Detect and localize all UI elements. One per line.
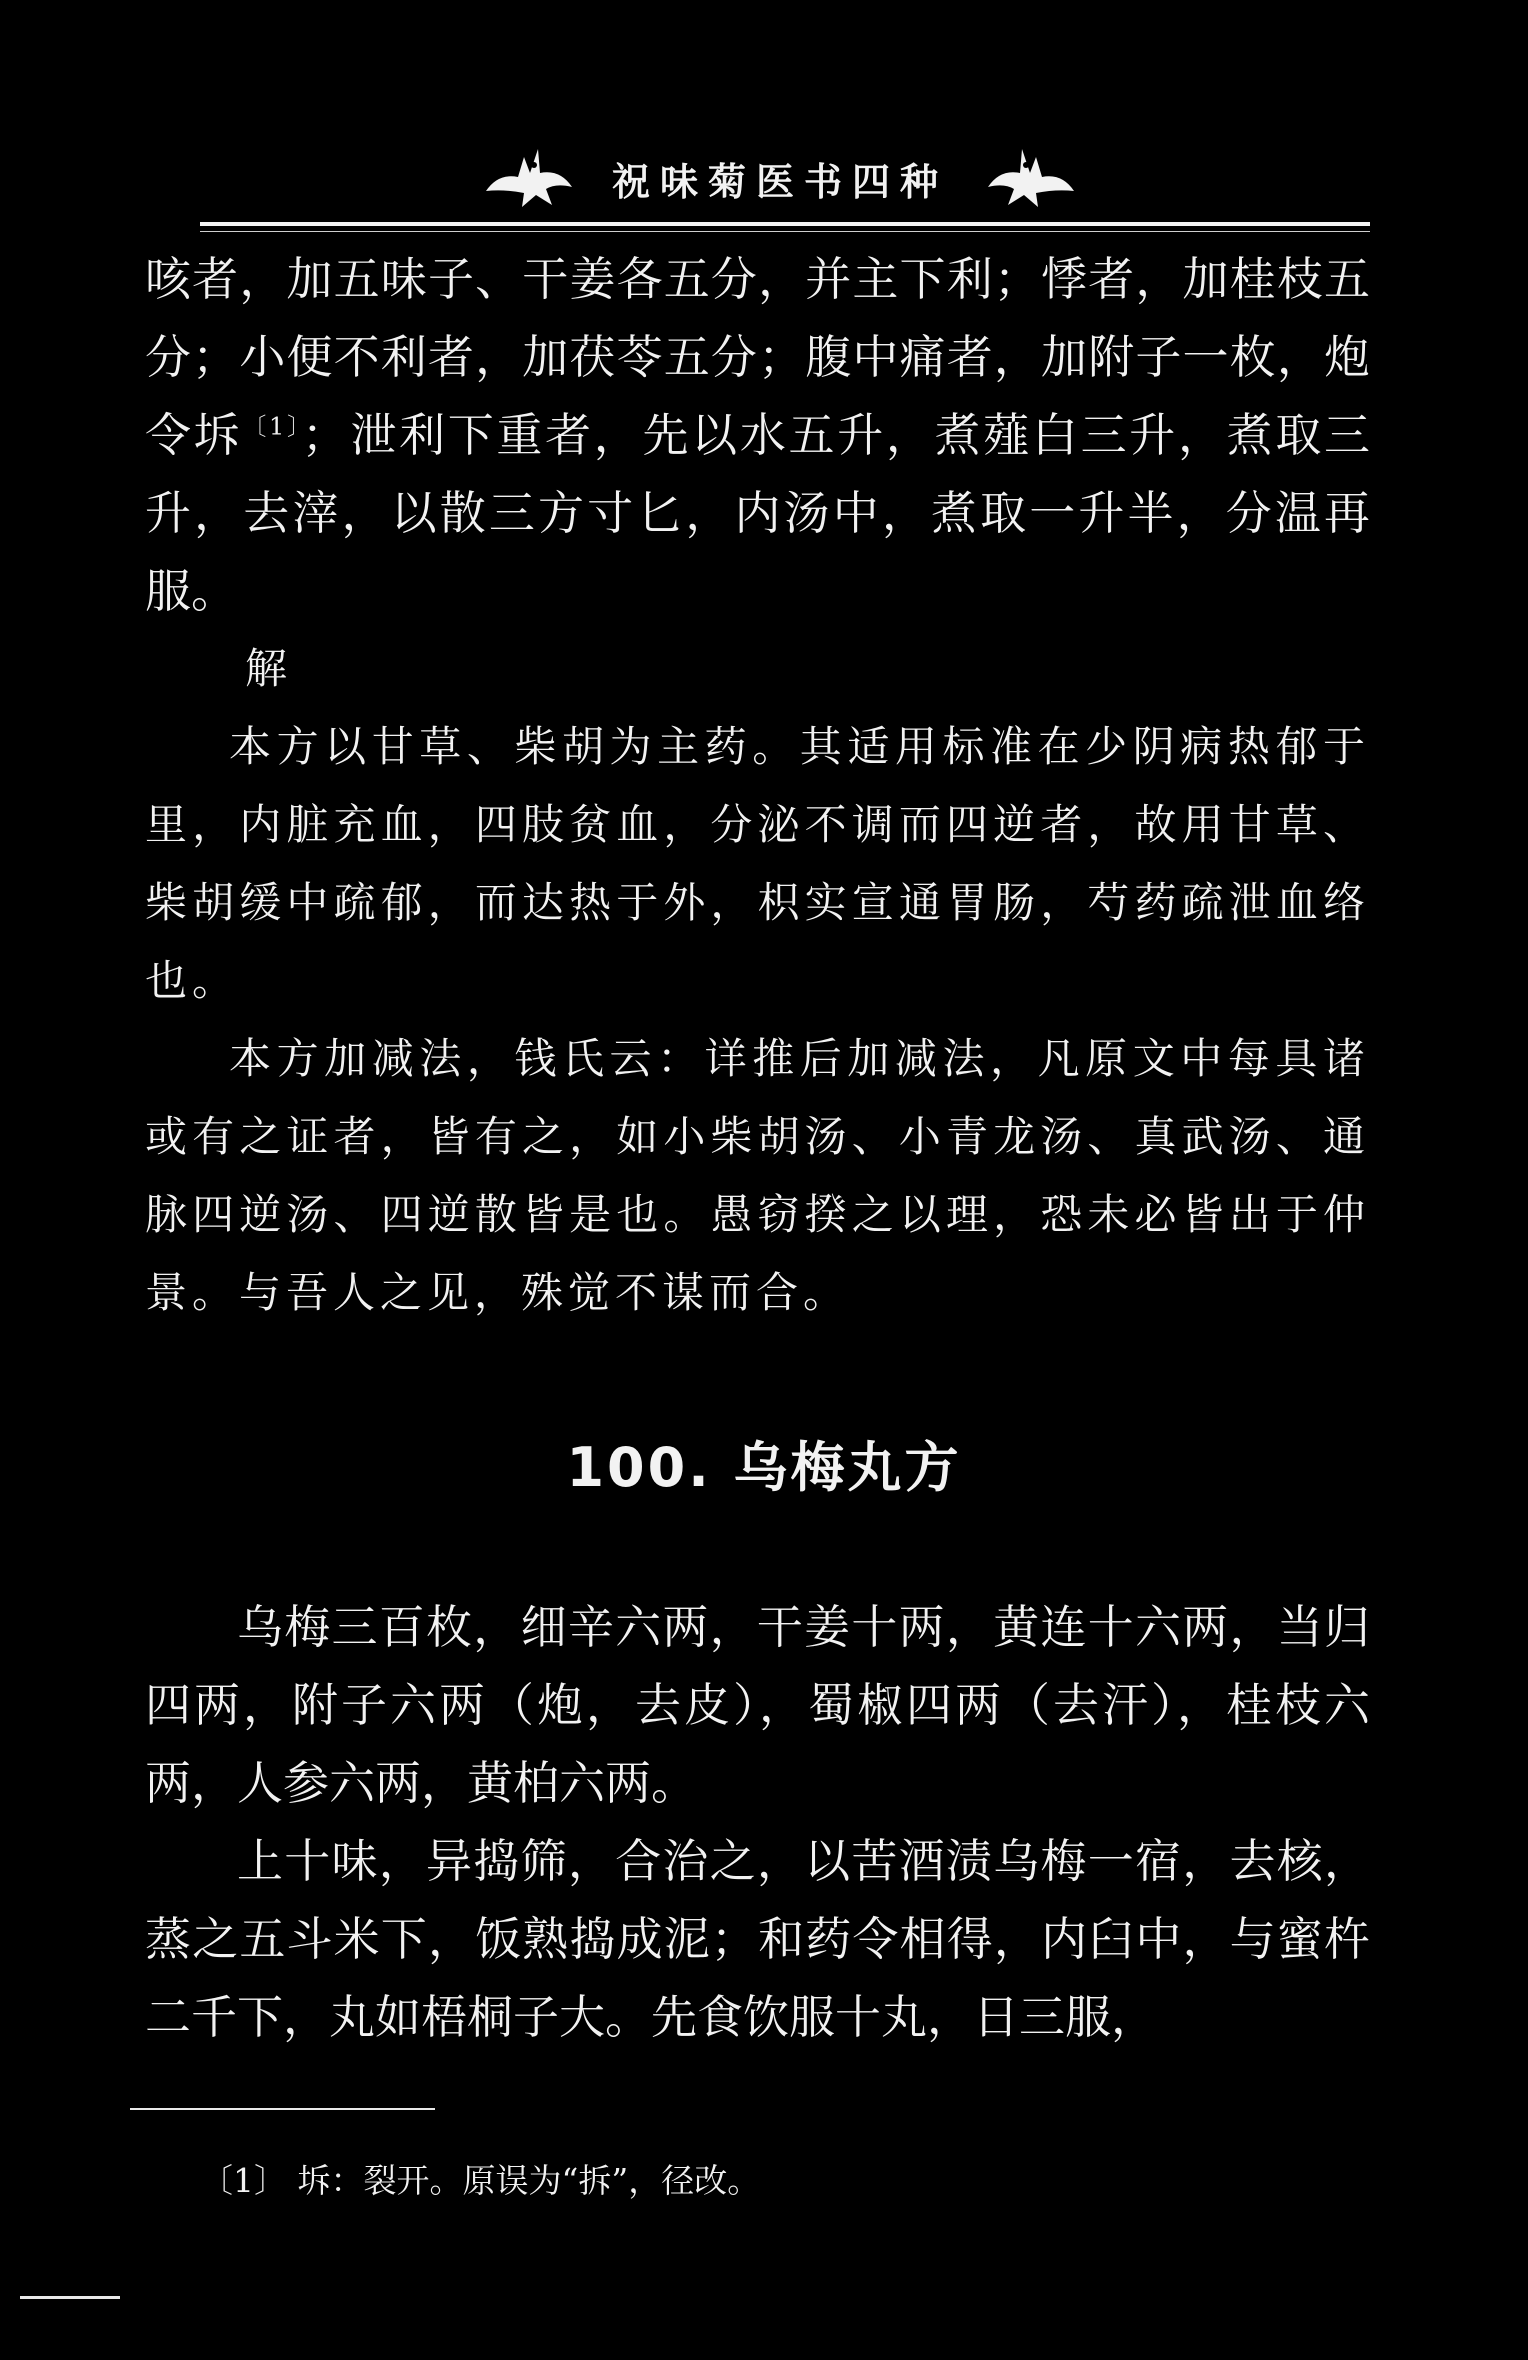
commentary-label: 解 [245, 644, 288, 693]
header-rule-thin [200, 231, 1370, 232]
bird-ornament-right-icon [982, 143, 1082, 213]
original-text-paragraph: 咳者，加五味子、干姜各五分，并主下利；悸者，加桂枝五分；小便不利者，加茯苓五分；腹中痛者，加附子一枚，炮令坼$^{〔1〕}$；泄利下重者，先以水五升，煮薤白三升，煮取三升，去滓，以散三方寸匕，内汤中，煮取一升半，分温再服。 [145, 252, 1371, 618]
footnote-marker[interactable]: 〔1〕 [242, 412, 302, 441]
header-title: 祝味菊医书四种 [611, 158, 948, 204]
header-rule-thick [200, 222, 1370, 226]
formula-preparation-paragraph: 上十味，异捣筛，合治之，以苦酒渍乌梅一宿，去核，蒸之五斗米下，饭熟捣成泥；和药令相得，内臼中，与蜜杵二千下，丸如梧桐子大。先食饮服十丸，日三服， [145, 1834, 1370, 2044]
formula-ingredients-paragraph: 乌梅三百枚，细辛六两，干姜十两，黄连十六两，当归四两，附子六两（炮，去皮），蜀椒四两（去汗），桂枝六两，人参六两，黄柏六两。 [145, 1600, 1370, 1810]
running-header [470, 128, 1090, 228]
footnote-rule [130, 2108, 435, 2110]
bottom-text-block [145, 1588, 1370, 2056]
commentary-paragraph-2: 本方加减法，钱氏云：详推后加减法，凡原文中每具诸或有之证者，皆有之，如小柴胡汤、小青龙汤、真武汤、通脉四逆汤、四逆散皆是也。愚窃揆之以理，恐未必皆出于仲景。与吾人之见，殊觉不谋而合。 [145, 1034, 1370, 1317]
footnote: 〔1〕 坼：裂开。原误为“拆”，径改。 [200, 2161, 761, 2200]
bird-ornament-left-icon [478, 143, 578, 213]
commentary-paragraph-1: 本方以甘草、柴胡为主药。其适用标准在少阴病热郁于里，内脏充血，四肢贫血，分泌不调而四逆者，故用甘草、柴胡缓中疏郁，而达热于外，枳实宣通胃肠，芍药疏泄血络也。 [145, 722, 1370, 1005]
section-title: 100. 乌梅丸方 [566, 1436, 962, 1499]
page-corner-rule [20, 2296, 120, 2299]
top-text-block [145, 240, 1370, 1332]
